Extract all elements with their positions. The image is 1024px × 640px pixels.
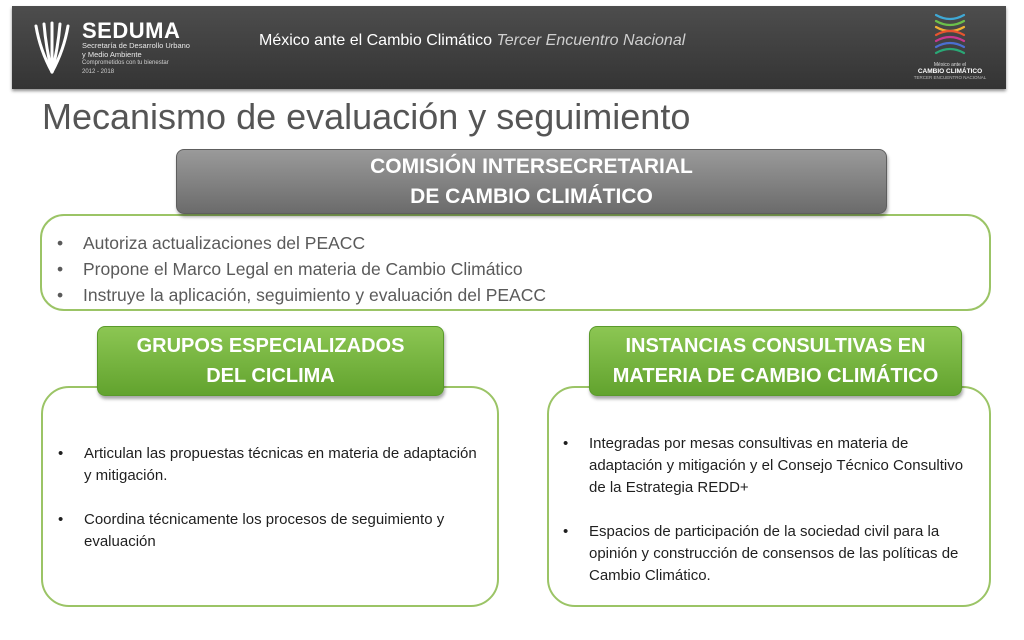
list-item: • Instruye la aplicación, seguimiento y evaluación del PEACC [57, 282, 546, 308]
consultative-heading-line-2: MATERIA DE CAMBIO CLIMÁTICO [612, 365, 939, 387]
header-bar [12, 6, 1006, 89]
list-item: • Autoriza actualizaciones del PEACC [57, 230, 546, 256]
bullet-icon: • [58, 445, 64, 462]
seduma-emblem-icon [30, 20, 74, 78]
event-logo-line-1: México ante el [933, 62, 967, 68]
groups-bullet-list [58, 443, 483, 575]
seduma-logo-text [82, 20, 202, 76]
commission-heading-line-2: DE CAMBIO CLIMÁTICO [410, 184, 653, 208]
seduma-logo [30, 16, 200, 82]
page-title: Mecanismo de evaluación y seguimiento [42, 96, 691, 137]
event-emblem-icon [930, 9, 970, 61]
list-item: • Integradas por mesas consultivas en materia de adaptación y mitigación y el Consejo Técnico Consultivo de la Estrategia REDD+ [563, 435, 964, 496]
bullet-icon: • [563, 523, 569, 540]
list-item: • Espacios de participación de la sociedad civil para la opinión y construcción de consensos de las políticas de Cambio Climático. [563, 523, 959, 584]
groups-heading [97, 326, 444, 396]
logo-line-3: Comprometidos con tu bienestar [82, 60, 169, 66]
logo-title: SEDUMA [82, 18, 181, 43]
bullet-icon: • [563, 435, 569, 452]
consultative-bullet-list [563, 433, 983, 609]
list-item: • Coordina técnicamente los procesos de seguimiento y evaluación [58, 511, 445, 550]
commission-box [40, 214, 991, 311]
logo-line-2: y Medio Ambiente [82, 49, 142, 59]
bullet-icon: • [57, 285, 64, 305]
event-logo-line-3: TERCER ENCUENTRO NACIONAL [913, 75, 987, 80]
groups-heading-line-1: GRUPOS ESPECIALIZADOS [136, 335, 405, 357]
list-item: • Articulan las propuestas técnicas en materia de adaptación y mitigación. [58, 445, 477, 484]
commission-heading [176, 149, 887, 214]
consultative-heading [589, 326, 962, 396]
consultative-heading-line-1: INSTANCIAS CONSULTIVAS EN [625, 335, 926, 357]
event-logo [904, 9, 996, 87]
bullet-icon: • [57, 259, 64, 279]
header-title-sub: Tercer Encuentro Nacional [496, 32, 686, 49]
header-title [259, 32, 685, 50]
groups-box [41, 386, 499, 607]
commission-bullet-list [57, 230, 546, 308]
logo-line-1: Secretaría de Desarrollo Urbano [82, 41, 190, 50]
consultative-box [547, 386, 991, 607]
event-logo-line-2: CAMBIO CLIMÁTICO [917, 68, 983, 75]
groups-heading-line-2: DEL CICLIMA [206, 365, 335, 387]
header-title-main: México ante el Cambio Climático [259, 32, 492, 49]
commission-heading-line-1: COMISIÓN INTERSECRETARIAL [370, 154, 693, 178]
list-item: • Propone el Marco Legal en materia de Cambio Climático [57, 256, 546, 282]
logo-line-4: 2012 - 2018 [82, 68, 115, 75]
bullet-icon: • [58, 511, 64, 528]
bullet-icon: • [57, 233, 64, 253]
